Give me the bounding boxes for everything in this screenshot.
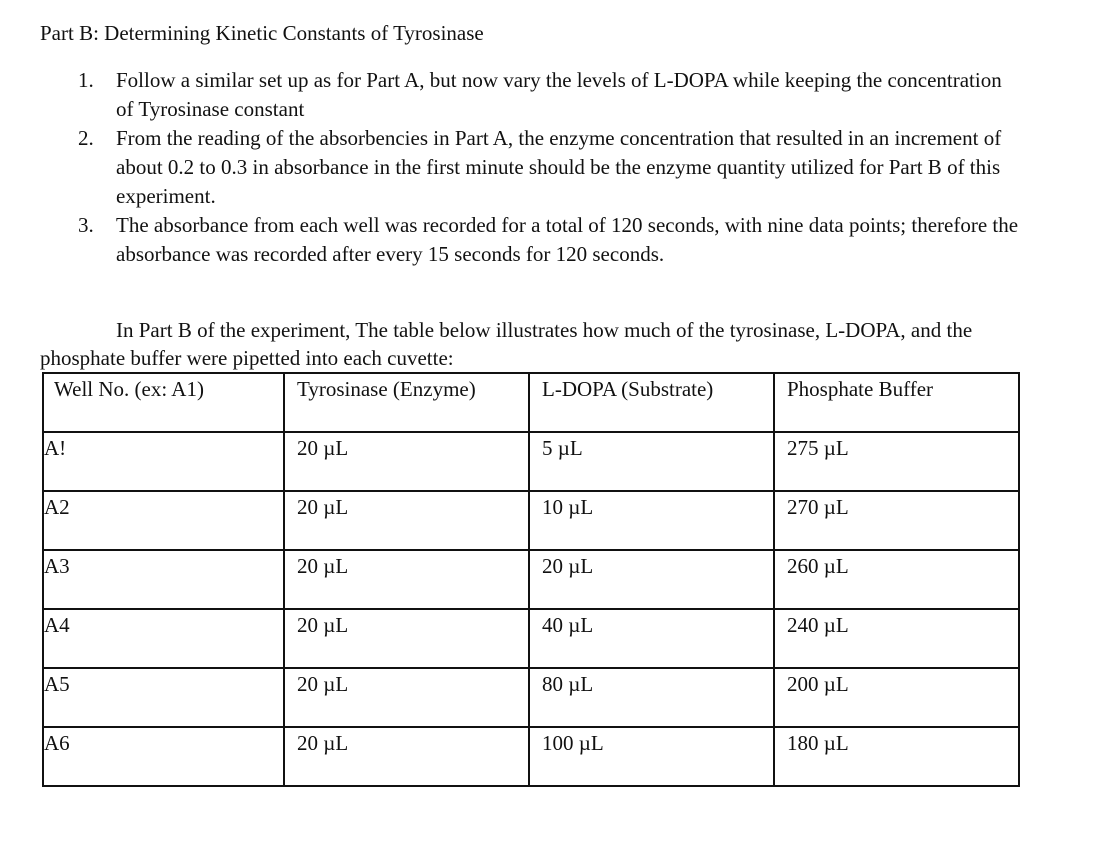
enzyme-cell: 20 µL: [284, 609, 529, 668]
substrate-cell: 10 µL: [529, 491, 774, 550]
substrate-cell: 100 µL: [529, 727, 774, 786]
enzyme-cell: 20 µL: [284, 668, 529, 727]
column-header: L-DOPA (Substrate): [529, 373, 774, 432]
buffer-cell: 275 µL: [774, 432, 1019, 491]
buffer-cell: 270 µL: [774, 491, 1019, 550]
step-text: Follow a similar set up as for Part A, but now vary the levels of L-DOPA while keeping the concentration of Tyrosinase constant: [116, 68, 1002, 121]
step-item: [74, 124, 1024, 211]
table-row: [43, 727, 1019, 786]
column-header: Tyrosinase (Enzyme): [284, 373, 529, 432]
pipetting-table: [42, 372, 1020, 787]
well-cell: A6: [43, 727, 284, 786]
table-row: [43, 668, 1019, 727]
table-header-row: [43, 373, 1019, 432]
column-header: Well No. (ex: A1): [43, 373, 284, 432]
table-row: [43, 609, 1019, 668]
step-text: The absorbance from each well was recorded for a total of 120 seconds, with nine data points; therefore the absorbance was recorded after every 15 seconds for 120 seconds.: [116, 213, 1019, 266]
enzyme-cell: 20 µL: [284, 432, 529, 491]
substrate-cell: 20 µL: [529, 550, 774, 609]
well-cell: A5: [43, 668, 284, 727]
well-cell: A3: [43, 550, 284, 609]
enzyme-cell: 20 µL: [284, 491, 529, 550]
step-number: 3.: [78, 213, 94, 237]
table-row: [43, 432, 1019, 491]
substrate-cell: 40 µL: [529, 609, 774, 668]
buffer-cell: 240 µL: [774, 609, 1019, 668]
enzyme-cell: 20 µL: [284, 550, 529, 609]
substrate-cell: 80 µL: [529, 668, 774, 727]
column-header: Phosphate Buffer: [774, 373, 1019, 432]
substrate-cell: 5 µL: [529, 432, 774, 491]
table-intro-paragraph: In Part B of the experiment, The table below illustrates how much of the tyrosinase, L-DOPA, and the phosphate buffer were pipetted into each cuvette:: [40, 318, 973, 370]
step-item: [74, 211, 1024, 269]
table-row: [43, 491, 1019, 550]
procedure-steps: [74, 66, 1024, 269]
buffer-cell: 260 µL: [774, 550, 1019, 609]
step-text: From the reading of the absorbencies in Part A, the enzyme concentration that resulted in an increment of about 0.2 to 0.3 in absorbance in the first minute should be the enzyme quantity utilized for Part B of this experiment.: [116, 126, 1002, 208]
step-number: 2.: [78, 126, 94, 150]
table-row: [43, 550, 1019, 609]
step-item: [74, 66, 1024, 124]
section-heading: Part B: Determining Kinetic Constants of Tyrosinase: [40, 21, 484, 45]
enzyme-cell: 20 µL: [284, 727, 529, 786]
well-cell: A!: [43, 432, 284, 491]
buffer-cell: 180 µL: [774, 727, 1019, 786]
well-cell: A2: [43, 491, 284, 550]
well-cell: A4: [43, 609, 284, 668]
step-number: 1.: [78, 68, 94, 92]
buffer-cell: 200 µL: [774, 668, 1019, 727]
